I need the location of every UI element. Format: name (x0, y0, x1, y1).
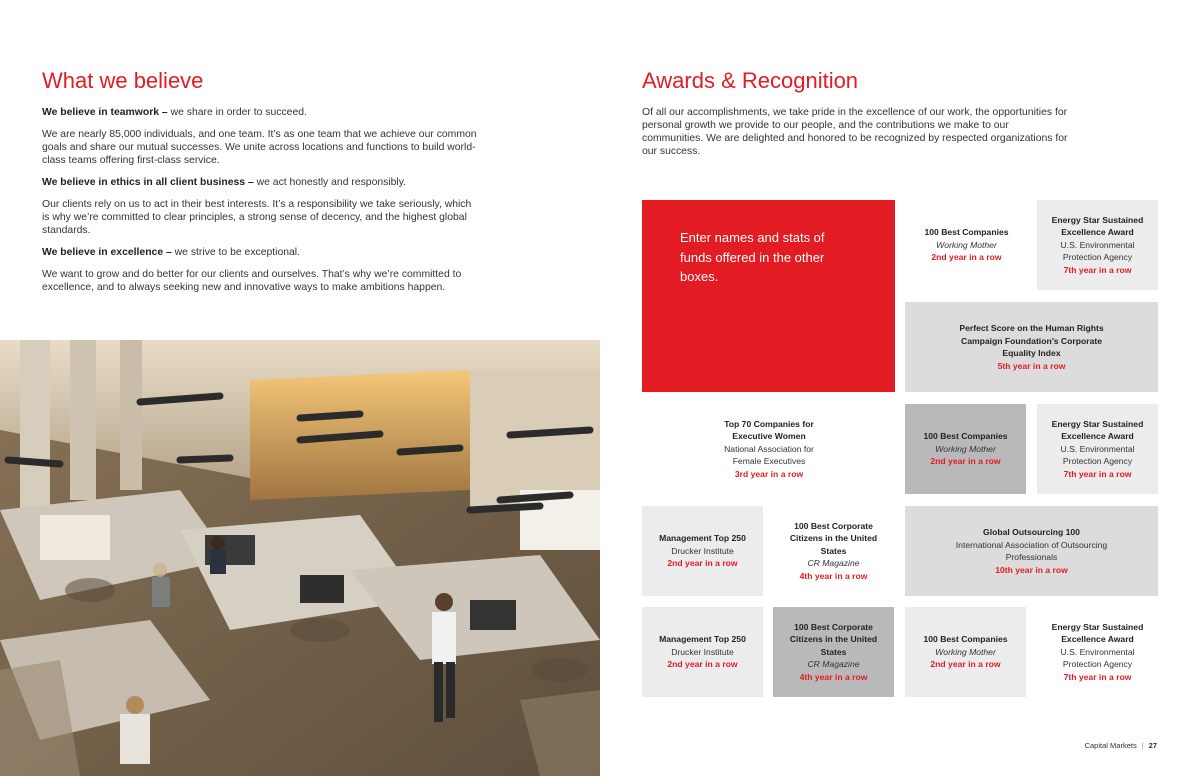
right-page (600, 0, 1200, 776)
award-tile: 100 Best Corporate Citizens in the United States CR Magazine 4th year in a row (773, 607, 894, 697)
page-footer (1085, 741, 1157, 750)
awards-intro: Of all our accomplishments, we take pride in the excellence of our work, the opportunities for personal growth we provide to our people, and the contributions we make to our communities. We are delighted and honored to be recognized by respected organizations for our success. (642, 107, 1068, 157)
footer-section-name: Capital Markets (1084, 741, 1137, 750)
award-tile: Energy Star Sustained Excellence Award U.S. Environmental Protection Agency 7th year in a row (1037, 200, 1158, 290)
belief-paragraph: We believe in ethics in all client business – we act honestly and responsibly. (42, 177, 407, 188)
award-tile: Top 70 Companies for Executive Women National Association for Female Executives 3rd year in a row (724, 418, 814, 479)
funds-placeholder-box (642, 200, 895, 392)
award-tile: Management Top 250 Drucker Institute 2nd year in a row (642, 506, 763, 596)
belief-paragraph: Our clients rely on us to act in their best interests. It’s a responsibility we take seriously, which is why we’re committed to clear principles, a strong sense of decency, and the highest global standards. (42, 199, 472, 236)
footer-separator: | (1141, 741, 1144, 750)
award-tile: 100 Best Companies Working Mother 2nd year in a row (905, 404, 1026, 494)
award-tile: 100 Best Corporate Citizens in the United States CR Magazine 4th year in a row (789, 520, 878, 581)
award-tile: Energy Star Sustained Excellence Award U.S. Environmental Protection Agency 7th year in a row (1037, 404, 1158, 494)
award-tile: Perfect Score on the Human Rights Campaign Foundation’s Corporate Equality Index 5th year in a row (905, 302, 1158, 392)
page-number: 27 (1148, 741, 1157, 750)
belief-paragraph: We are nearly 85,000 individuals, and one team. It’s as one team that we achieve our common goals and share our mutual successes. We unite across locations and functions to build world-class teams offering first-class service. (42, 129, 477, 166)
beliefs-body (42, 106, 477, 303)
belief-paragraph: We want to grow and do better for our clients and ourselves. That’s why we’re committed to excellence, and to always seeking new and innovative ways to make ambitions happen. (42, 269, 462, 293)
what-we-believe-title: What we believe (42, 68, 204, 93)
award-tile: Energy Star Sustained Excellence Award U.S. Environmental Protection Agency 7th year in a row (1051, 621, 1144, 682)
funds-placeholder-text: Enter names and stats of funds offered in the other boxes. (680, 230, 825, 284)
award-tile: 100 Best Companies Working Mother 2nd year in a row (924, 227, 1009, 263)
award-tile: Global Outsourcing 100 International Association of Outsourcing Professionals 10th year in a row (905, 506, 1158, 596)
belief-paragraph: We believe in teamwork – we share in order to succeed. (42, 107, 307, 118)
office-photo (0, 340, 600, 776)
award-tile: 100 Best Companies Working Mother 2nd year in a row (905, 607, 1026, 697)
award-tile: Management Top 250 Drucker Institute 2nd year in a row (642, 607, 763, 697)
belief-paragraph: We believe in excellence – we strive to be exceptional. (42, 247, 301, 258)
awards-title: Awards & Recognition (642, 68, 859, 93)
